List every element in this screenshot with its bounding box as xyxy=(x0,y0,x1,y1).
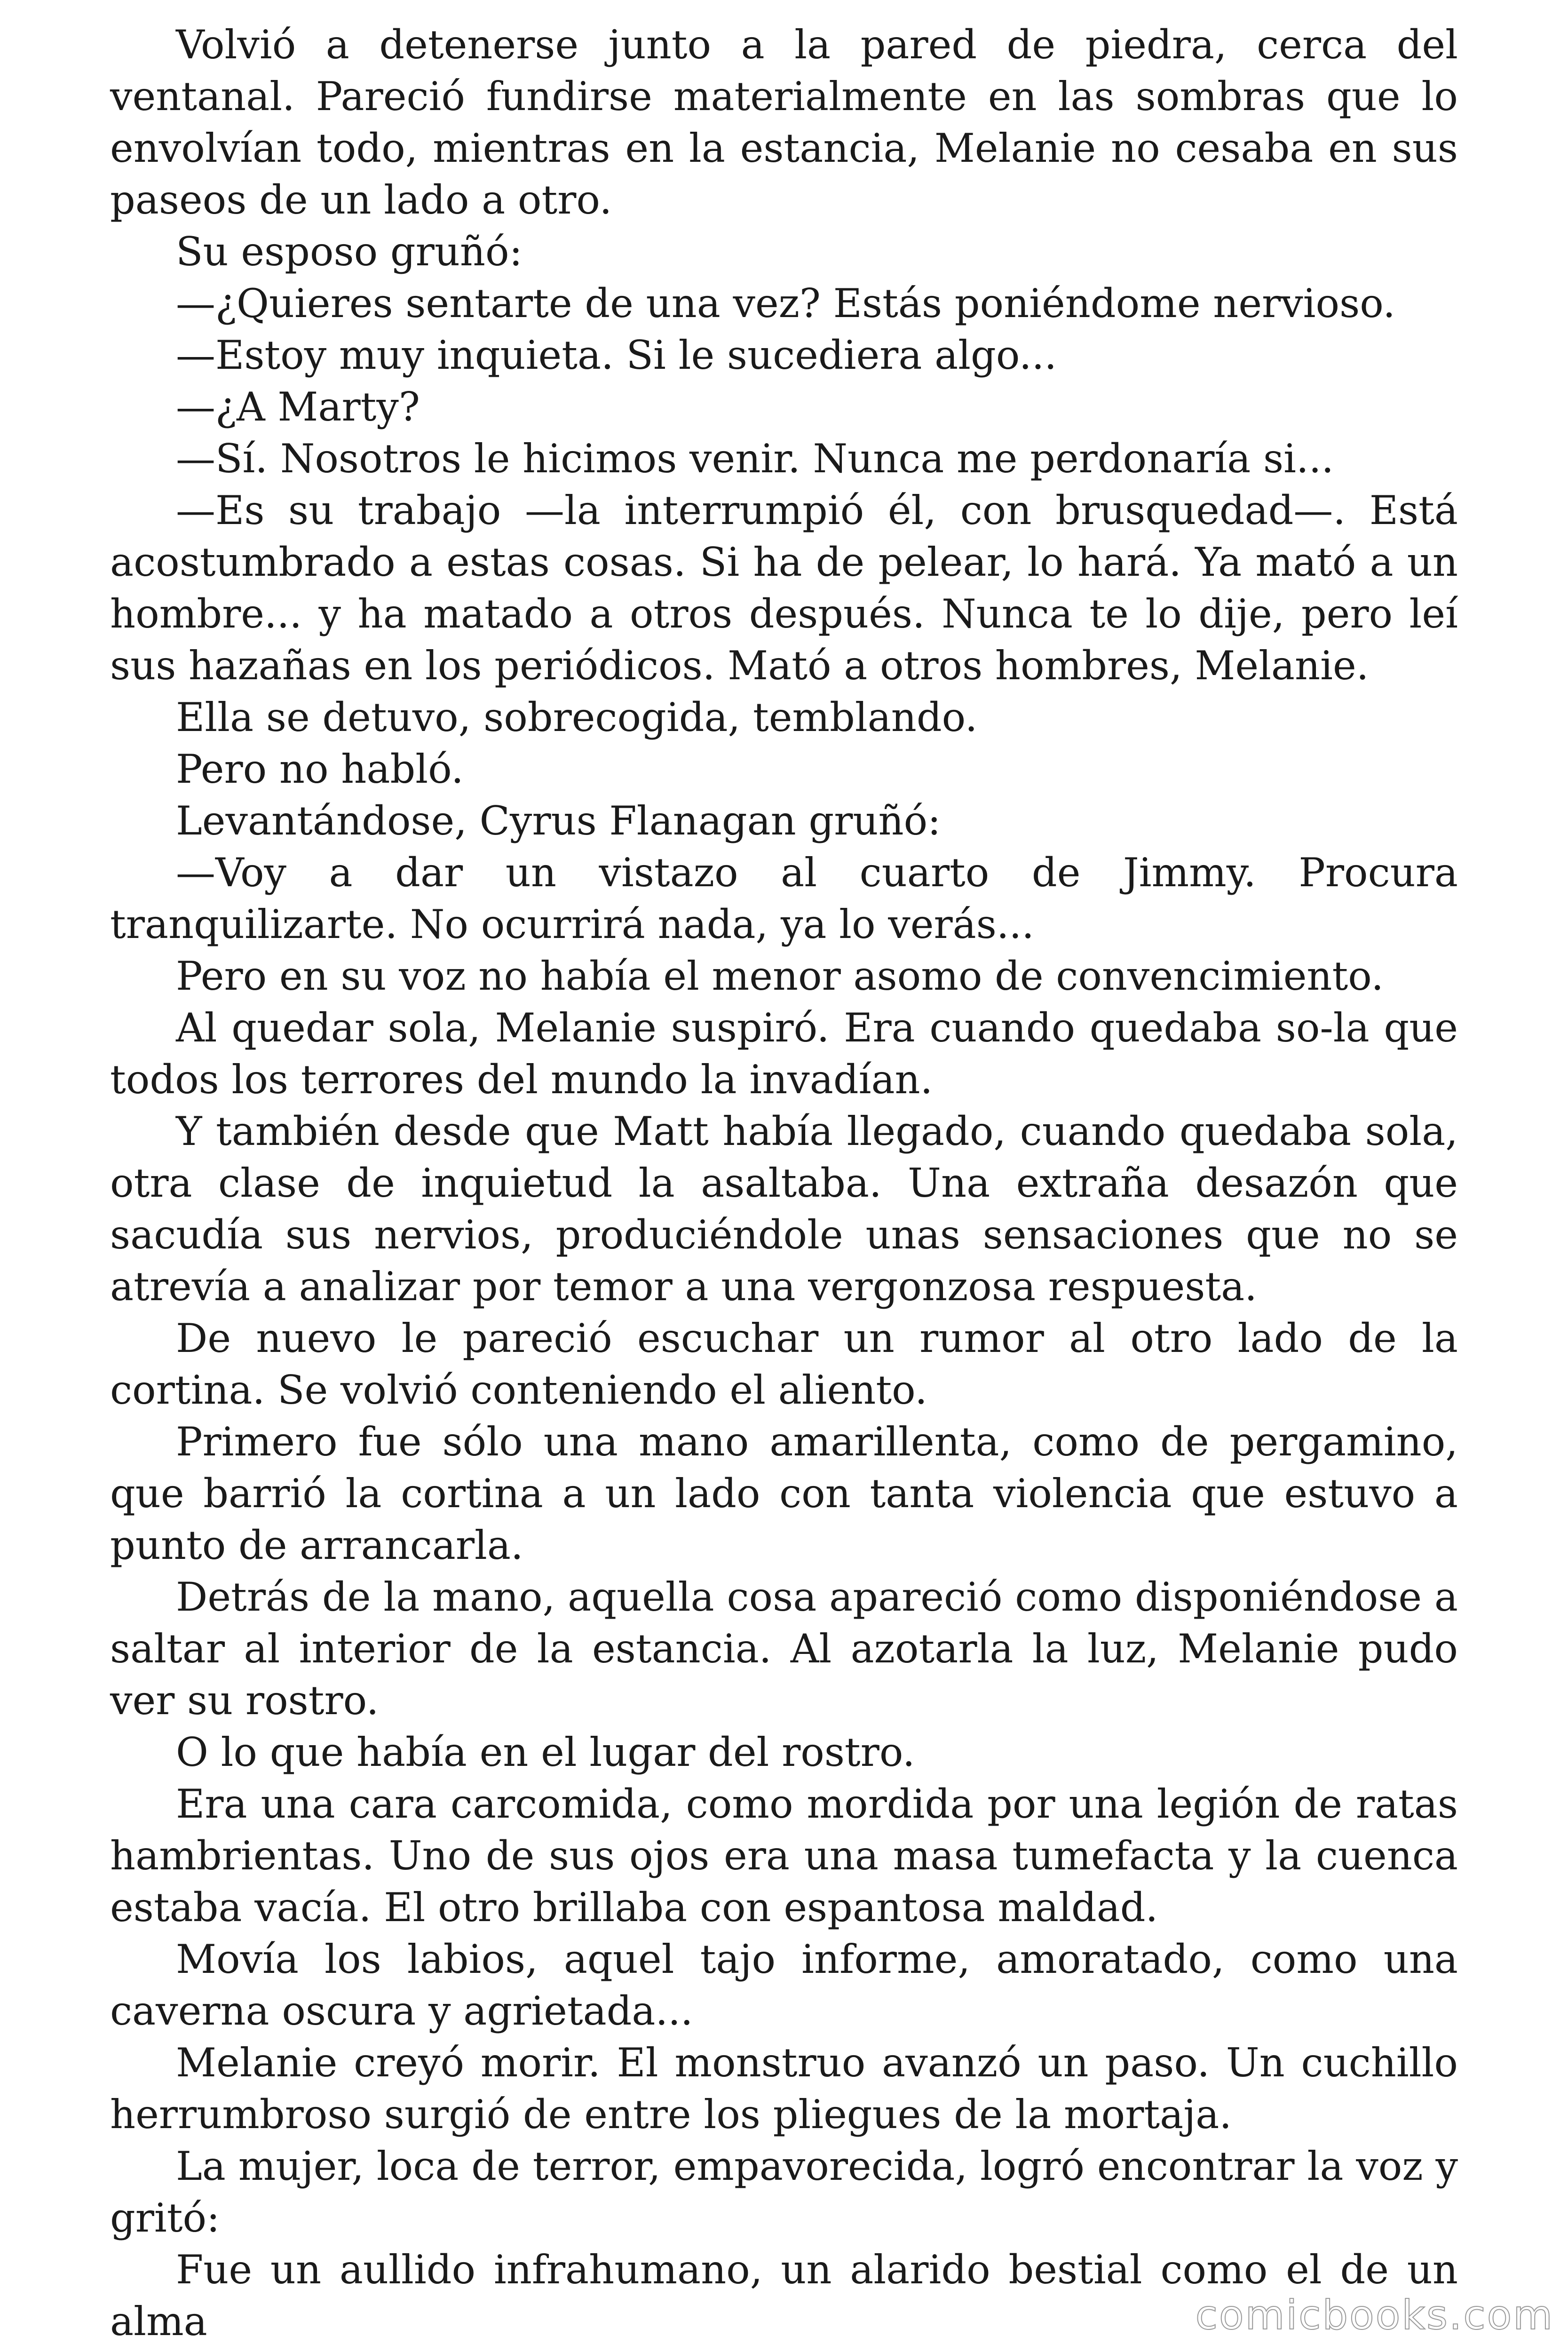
paragraph-1: Volvió a detenerse junto a la pared de piedra, cerca del ventanal. Pareció fundirse materialmente en las sombras que lo envolvían todo, mientras en la estancia, Melanie no cesaba en sus paseos de un lado a otro. xyxy=(110,22,1458,223)
paragraph-20: Movía los labios, aquel tajo informe, amoratado, como una caverna oscura y agrietada... xyxy=(110,1936,1458,2034)
paragraph-6: —Sí. Nosotros le hicimos venir. Nunca me perdonaría si... xyxy=(176,436,1334,482)
paragraph-12: Pero en su voz no había el menor asomo de convencimiento. xyxy=(176,953,1384,999)
paragraph-14: Y también desde que Matt había llegado, cuando quedaba sola, otra clase de inquietud la asaltaba. Una extraña desazón que sacudía sus nervios, produciéndole unas sensaciones que no se atrevía a analizar por temor a una vergonzosa respuesta. xyxy=(110,1108,1458,1310)
paragraph-4: —Estoy muy inquieta. Si le sucediera algo... xyxy=(176,332,1057,378)
paragraph-18: O lo que había en el lugar del rostro. xyxy=(176,1729,915,1775)
paragraph-7: —Es su trabajo —la interrumpió él, con brusquedad—. Está acostumbrado a estas cosas. Si ha de pelear, lo hará. Ya mató a un hombre... y ha matado a otros después. Nunca te lo dije, pero leí sus hazañas en los periódicos. Mató a otros hombres, Melanie. xyxy=(110,487,1458,689)
paragraph-16: Primero fue sólo una mano amarillenta, como de pergamino, que barrió la cortina a un lado con tanta violencia que estuvo a punto de arrancarla. xyxy=(110,1419,1458,1568)
site-watermark: comicbooks.com xyxy=(1195,2292,1554,2339)
paragraph-21: Melanie creyó morir. El monstruo avanzó un paso. Un cuchillo herrumbroso surgió de entre los pliegues de la mortaja. xyxy=(110,2040,1458,2137)
paragraph-17: Detrás de la mano, aquella cosa apareció como disponiéndose a saltar al interior de la estancia. Al azotarla la luz, Melanie pudo ver su rostro. xyxy=(110,1574,1458,1724)
paragraph-9: Pero no habló. xyxy=(176,746,464,792)
paragraph-23: Fue un aullido infrahumano, un alarido bestial como el de un alma xyxy=(110,2247,1458,2344)
paragraph-15: De nuevo le pareció escuchar un rumor al otro lado de la cortina. Se volvió conteniendo el aliento. xyxy=(110,1315,1458,1413)
paragraph-19: Era una cara carcomida, como mordida por una legión de ratas hambrientas. Uno de sus ojos era una masa tumefacta y la cuenca estaba vacía. El otro brillaba con espantosa maldad. xyxy=(110,1781,1458,1931)
paragraph-8: Ella se detuvo, sobrecogida, temblando. xyxy=(176,694,978,740)
body-text xyxy=(110,19,1458,2347)
paragraph-2: Su esposo gruñó: xyxy=(176,229,523,275)
paragraph-13: Al quedar sola, Melanie suspiró. Era cuando quedaba so-la que todos los terrores del mundo la invadían. xyxy=(110,1005,1458,1103)
paragraph-22: La mujer, loca de terror, empavorecida, logró encontrar la voz y gritó: xyxy=(110,2143,1458,2241)
paragraph-10: Levantándose, Cyrus Flanagan gruñó: xyxy=(176,798,941,844)
paragraph-11: —Voy a dar un vistazo al cuarto de Jimmy. Procura tranquilizarte. No ocurrirá nada, ya lo verás... xyxy=(110,850,1458,947)
paragraph-3: —¿Quieres sentarte de una vez? Estás poniéndome nervioso. xyxy=(176,280,1396,326)
paragraph-5: —¿A Marty? xyxy=(176,384,420,430)
